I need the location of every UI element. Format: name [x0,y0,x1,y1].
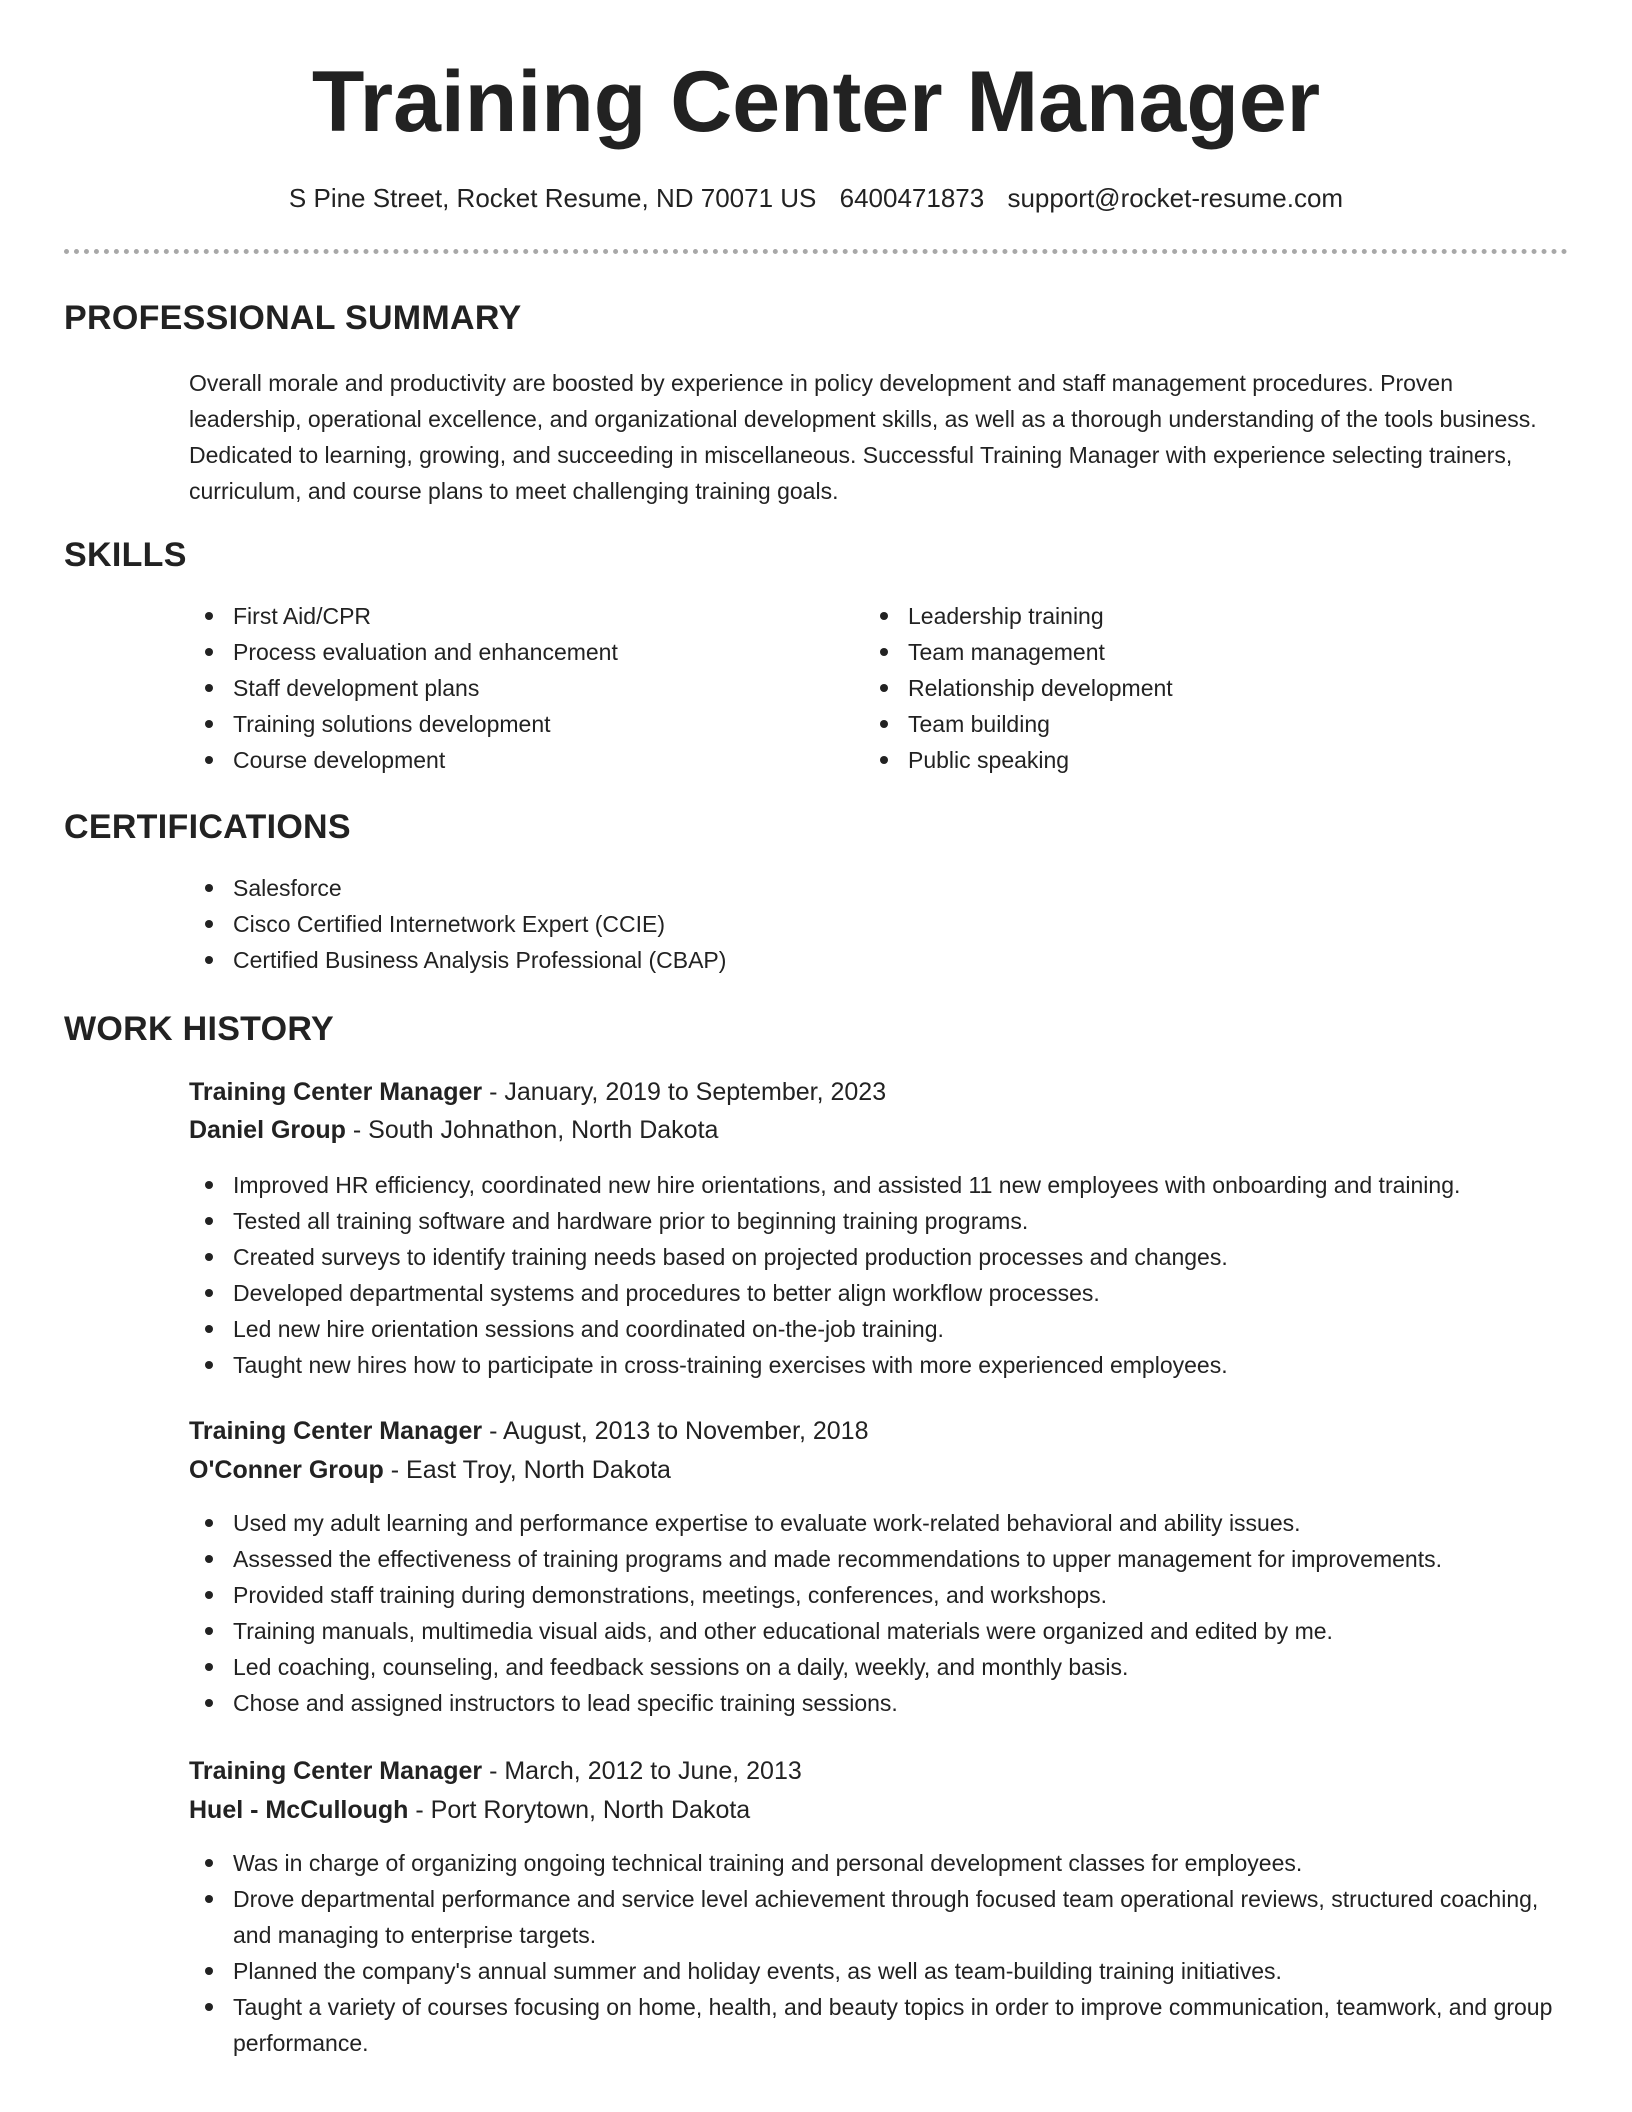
certification-item: Cisco Certified Internetwork Expert (CCIE) [189,906,1489,942]
contact-line [0,180,1632,216]
job-location: - Port Rorytown, North Dakota [408,1796,751,1824]
skill-item: Course development [189,742,829,778]
certifications-list [189,870,1489,978]
job-bullet: Was in charge of organizing ongoing technical training and personal development classes for employees. [189,1845,1559,1881]
job-company: Daniel Group [189,1116,346,1144]
job-bullet: Tested all training software and hardware prior to beginning training programs. [189,1203,1589,1239]
skill-item: First Aid/CPR [189,598,829,634]
job-dates: - January, 2019 to September, 2023 [482,1078,887,1106]
certification-item: Salesforce [189,870,1489,906]
job-title-line [189,1073,886,1111]
job-role: Training Center Manager [189,1757,483,1785]
job-company-line [189,1451,671,1489]
skill-item: Public speaking [864,742,1504,778]
skill-item: Process evaluation and enhancement [189,634,829,670]
header-divider [64,249,1568,254]
job-title-line [189,1412,869,1450]
job-location: - South Johnathon, North Dakota [345,1116,719,1144]
job-role: Training Center Manager [189,1078,483,1106]
skills-list-left [189,598,829,778]
job-bullet: Improved HR efficiency, coordinated new hire orientations, and assisted 11 new employees with onboarding and training. [189,1167,1589,1203]
summary-text: Overall morale and productivity are boosted by experience in policy development and staff management procedures. Proven leadership, operational excellence, and organizational development skills, as well as a thorough understanding of the tools business. Dedicated to learning, growing, and succeeding in miscellaneous. Successful Training Manager with experience selecting trainers, curriculum, and course plans to meet challenging training goals. [189,370,1537,504]
job-company-line [189,1111,718,1149]
contact-phone: 6400471873 [839,183,985,213]
job-bullet: Developed departmental systems and procedures to better align workflow processes. [189,1275,1589,1311]
job-company: O'Conner Group [189,1456,384,1484]
summary-heading: PROFESSIONAL SUMMARY [64,299,522,337]
job-bullet: Planned the company's annual summer and holiday events, as well as team-building training initiatives. [189,1953,1559,1989]
skill-item: Relationship development [864,670,1504,706]
contact-email: support@rocket-resume.com [1007,183,1344,213]
contact-address: S Pine Street, Rocket Resume, ND 70071 US [288,183,817,213]
job-bullet: Led coaching, counseling, and feedback sessions on a daily, weekly, and monthly basis. [189,1649,1589,1685]
job-bullet: Training manuals, multimedia visual aids, and other educational materials were organized and edited by me. [189,1613,1589,1649]
job-bullet: Provided staff training during demonstrations, meetings, conferences, and workshops. [189,1577,1589,1613]
job-bullets [189,1505,1589,1721]
job-bullet: Chose and assigned instructors to lead specific training sessions. [189,1685,1589,1721]
job-bullet: Led new hire orientation sessions and coordinated on-the-job training. [189,1311,1589,1347]
resume-name: Training Center Manager [311,54,1321,150]
job-bullet: Taught a variety of courses focusing on home, health, and beauty topics in order to improve communication, teamwork, and group performance. [189,1989,1559,2061]
skill-item: Team management [864,634,1504,670]
job-title-line [189,1752,802,1790]
skills-heading: SKILLS [64,536,187,574]
certification-item: Certified Business Analysis Professional (CBAP) [189,942,1489,978]
job-bullet: Assessed the effectiveness of training programs and made recommendations to upper management for improvements. [189,1541,1589,1577]
certifications-heading: CERTIFICATIONS [64,808,351,846]
job-dates: - March, 2012 to June, 2013 [482,1757,802,1785]
job-bullet: Drove departmental performance and service level achievement through focused team operational reviews, structured coaching, and managing to enterprise targets. [189,1881,1559,1953]
work-history-heading: WORK HISTORY [64,1010,334,1048]
skill-item: Staff development plans [189,670,829,706]
job-dates: - August, 2013 to November, 2018 [482,1417,869,1445]
job-company-line [189,1791,750,1829]
job-bullets [189,1167,1589,1383]
job-company: Huel - McCullough [189,1796,409,1824]
job-bullets [189,1845,1559,2061]
job-location: - East Troy, North Dakota [383,1456,671,1484]
job-role: Training Center Manager [189,1417,483,1445]
skill-item: Leadership training [864,598,1504,634]
job-bullet: Used my adult learning and performance expertise to evaluate work-related behavioral and ability issues. [189,1505,1589,1541]
job-bullet: Taught new hires how to participate in cross-training exercises with more experienced employees. [189,1347,1589,1383]
skill-item: Team building [864,706,1504,742]
skill-item: Training solutions development [189,706,829,742]
skills-list-right [864,598,1504,778]
job-bullet: Created surveys to identify training needs based on projected production processes and changes. [189,1239,1589,1275]
